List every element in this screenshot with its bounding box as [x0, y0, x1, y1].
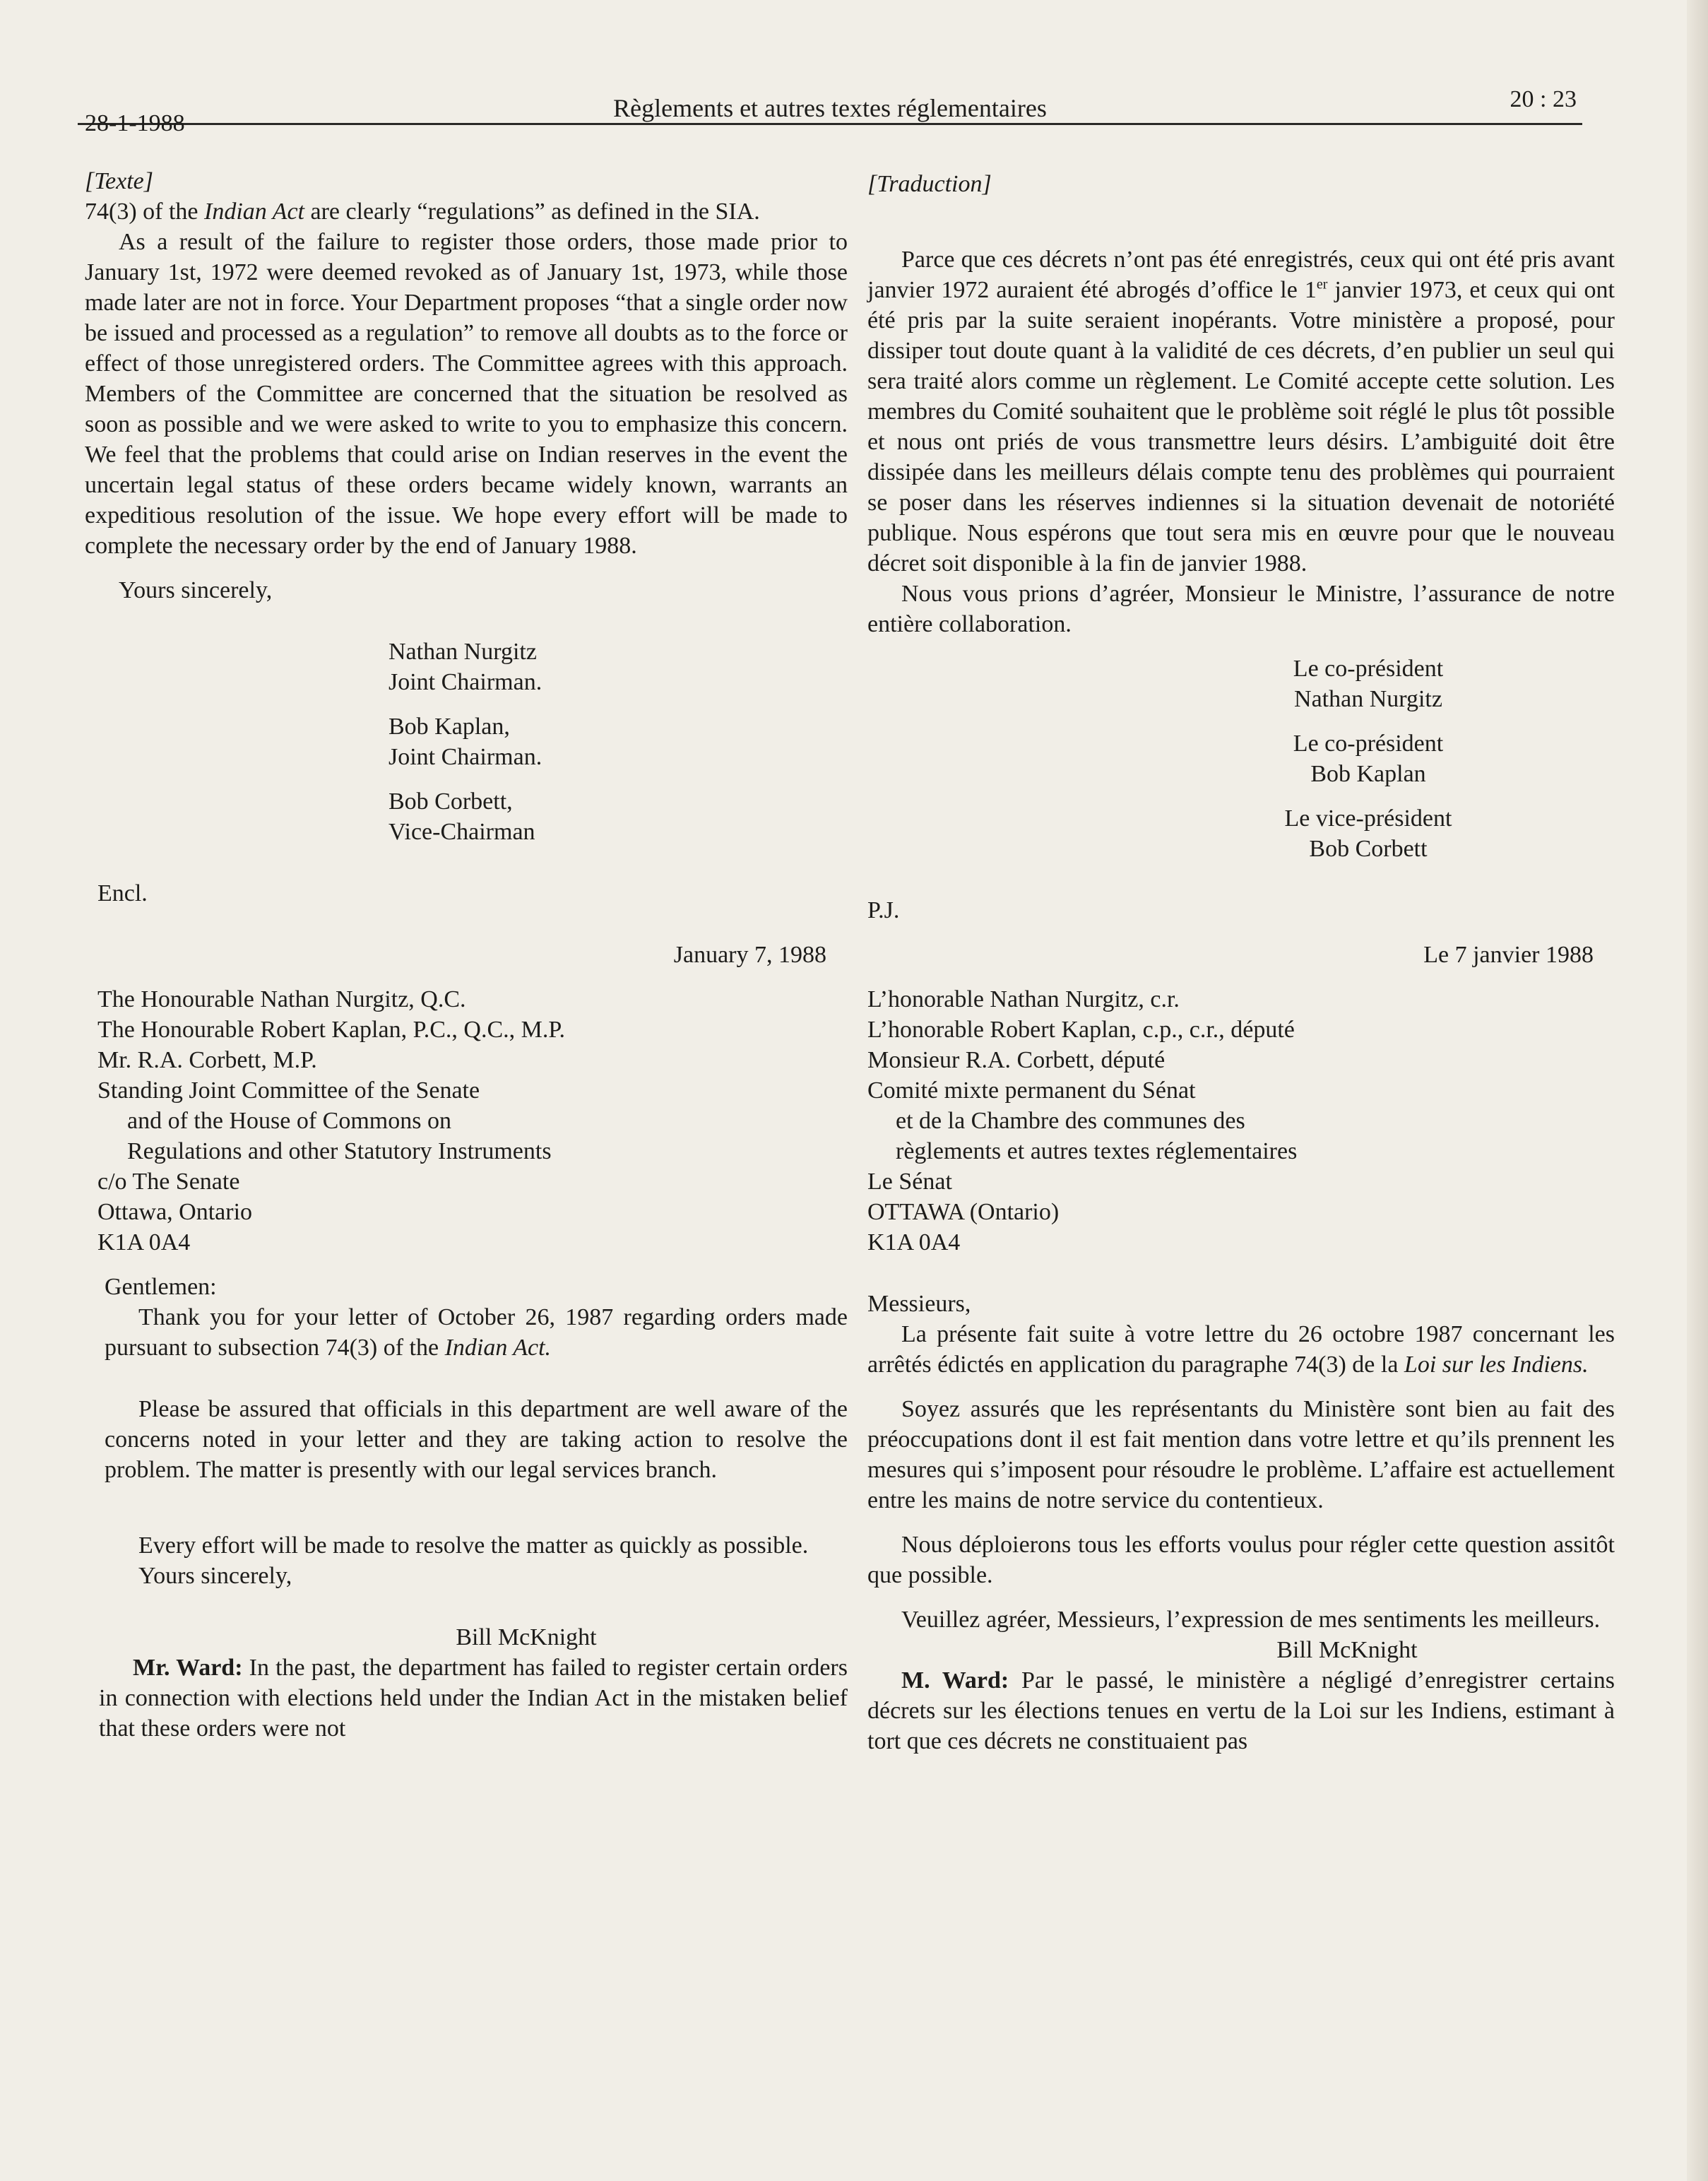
signature-name: Nathan Nurgitz [389, 639, 537, 665]
signature-name: Bob Corbett, [389, 788, 513, 815]
address-line: Regulations and other Statutory Instruments [127, 1138, 552, 1164]
signature-name: Bob Kaplan, [389, 714, 510, 740]
running-header [78, 86, 1582, 136]
letter-paragraph: Soyez assurés que les représentants du Ministère sont bien au fait des préoccupations dont il est fait mention dans votre lettre et qu’ils prennent les mesures qui s’imposent pour résoudre le problème. L’affaire est actuellement entre les mains de notre service du contentieux. [867, 1396, 1615, 1513]
letter-paragraph: Please be assured that officials in this department are well aware of the concerns noted in your letter and they are taking action to resolve the problem. The matter is presently with our legal services branch. [105, 1396, 848, 1483]
english-column [85, 166, 848, 1744]
address-line: Monsieur R.A. Corbett, député [867, 1047, 1166, 1073]
paragraph-closing-formula: Nous vous prions d’agréer, Monsieur le Ministre, l’assurance de notre entière collaboration. [867, 581, 1615, 637]
signature-title: Le vice-président [1284, 805, 1452, 832]
paragraph-failure-to-register: As a result of the failure to register those orders, those made prior to January 1st, 1972 were deemed revoked as of January 1st, 1973, while those made later are not in force. Your Department proposes “that a single order now be issued and processed as a regulation” to remove all doubts as to the force or effect of those unregistered orders. The Committee agrees with this approach. Members of the Committee are concerned that the situation be resolved as soon as possible and we were asked to write to you to emphasize this concern. We feel that the problems that could arise on Indian reserves in the event the uncertain legal status of these orders became widely known, warrants an expeditious resolution of the issue. We hope every effort will be made to complete the necessary order by the end of January 1988. [85, 229, 848, 559]
address-line: Mr. R.A. Corbett, M.P. [97, 1047, 317, 1073]
signature-name: Bill McKnight [456, 1624, 597, 1650]
signature-title: Joint Chairman. [389, 744, 542, 770]
address-line: L’honorable Robert Kaplan, c.p., c.r., député [867, 1017, 1295, 1043]
address-line: Le Sénat [867, 1169, 952, 1195]
salutation: Messieurs, [867, 1291, 971, 1317]
address-line: L’honorable Nathan Nurgitz, c.r. [867, 986, 1180, 1012]
signature-name: Nathan Nurgitz [1294, 686, 1442, 712]
address-line: K1A 0A4 [97, 1229, 191, 1255]
translation-tag: [Traduction] [867, 171, 992, 197]
address-line: The Honourable Robert Kaplan, P.C., Q.C., M.P. [97, 1017, 566, 1043]
letter-paragraph: Thank you for your letter of October 26, 1987 regarding orders made pursuant to subsection 74(3) of the Indian Act. [105, 1304, 848, 1361]
page-edge-shadow [1687, 0, 1708, 2181]
page-number: 20 : 23 [1510, 86, 1577, 112]
salutation: Gentlemen: [105, 1274, 217, 1300]
header-title: Règlements et autres textes réglementaires [613, 94, 1047, 122]
letter-paragraph: Nous déploierons tous les efforts voulus pour régler cette question assitôt que possible. [867, 1532, 1615, 1588]
paragraph-continued: 74(3) of the Indian Act are clearly “regulations” as defined in the SIA. [85, 199, 760, 225]
text-tag: [Texte] [85, 168, 153, 194]
french-column [867, 166, 1615, 1756]
address-line: OTTAWA (Ontario) [867, 1199, 1060, 1225]
address-line: Comité mixte permanent du Sénat [867, 1077, 1196, 1104]
signature-name: Bob Kaplan [1310, 761, 1426, 787]
address-line: and of the House of Commons on [127, 1108, 451, 1134]
address-line: c/o The Senate [97, 1169, 240, 1195]
signature-title: Le co-président [1293, 656, 1444, 682]
address-line: règlements et autres textes réglementaires [896, 1138, 1298, 1164]
letter-date: Le 7 janvier 1988 [1423, 942, 1594, 968]
address-line: Ottawa, Ontario [97, 1199, 253, 1225]
letter-date: January 7, 1988 [673, 942, 826, 968]
address-line: Standing Joint Committee of the Senate [97, 1077, 480, 1104]
signature-name: Bill McKnight [1276, 1637, 1418, 1663]
enclosure-note: Encl. [97, 880, 148, 906]
signature-title: Joint Chairman. [389, 669, 542, 695]
signature-title: Le co-président [1293, 731, 1444, 757]
address-line: et de la Chambre des communes des [896, 1108, 1245, 1134]
letter-paragraph: Veuillez agréer, Messieurs, l’expression de mes sentiments les meilleurs. [901, 1607, 1601, 1633]
speaker-paragraph: M. Ward: Par le passé, le ministère a négligé d’enregistrer certains décrets sur les élections tenues en vertu de la Loi sur les Indiens, estimant à tort que ces décrets ne constituaient pas [867, 1667, 1615, 1754]
address-line: The Honourable Nathan Nurgitz, Q.C. [97, 986, 466, 1012]
signature-name: Bob Corbett [1309, 836, 1428, 862]
header-date: 28-1-1988 [85, 110, 185, 136]
paragraph-parce-que: Parce que ces décrets n’ont pas été enregistrés, ceux qui ont été pris avant janvier 1972 auraient été abrogés d’office le 1er janvier 1973, et ceux qui ont été pris par la suite seraient inopérants. Votre ministère a proposé, pour dissiper tout doute quant à la validité de ces décrets, d’en publier un seul qui sera traité alors comme un règlement. Le Comité accepte cette solution. Les membres du Comité souhaitent que le problème soit réglé le plus tôt possible et nous ont priés de vous transmettre leurs désirs. L’ambiguité doit être dissipée dans les meilleurs délais compte tenu des problèmes qui pourraient se poser dans les réserves indiennes si la situation devenait de notoriété publique. Nous espérons que tout sera mis en œuvre pour que le nouveau décret soit disponible à la fin de janvier 1988. [867, 247, 1615, 577]
speaker-paragraph: Mr. Ward: In the past, the department has failed to register certain orders in connection with elections held under the Indian Act in the mistaken belief that these orders were not [99, 1655, 848, 1742]
closing-yours-sincerely: Yours sincerely, [138, 1563, 292, 1589]
letter-paragraph: La présente fait suite à votre lettre du 26 octobre 1987 concernant les arrêtés édictés en application du paragraphe 74(3) de la Loi sur les Indiens. [867, 1321, 1615, 1378]
signature-title: Vice-Chairman [389, 819, 535, 845]
letter-paragraph: Every effort will be made to resolve the matter as quickly as possible. [138, 1532, 809, 1559]
address-line: K1A 0A4 [867, 1229, 961, 1255]
enclosure-note: P.J. [867, 897, 900, 923]
closing-yours-sincerely: Yours sincerely, [119, 577, 273, 603]
